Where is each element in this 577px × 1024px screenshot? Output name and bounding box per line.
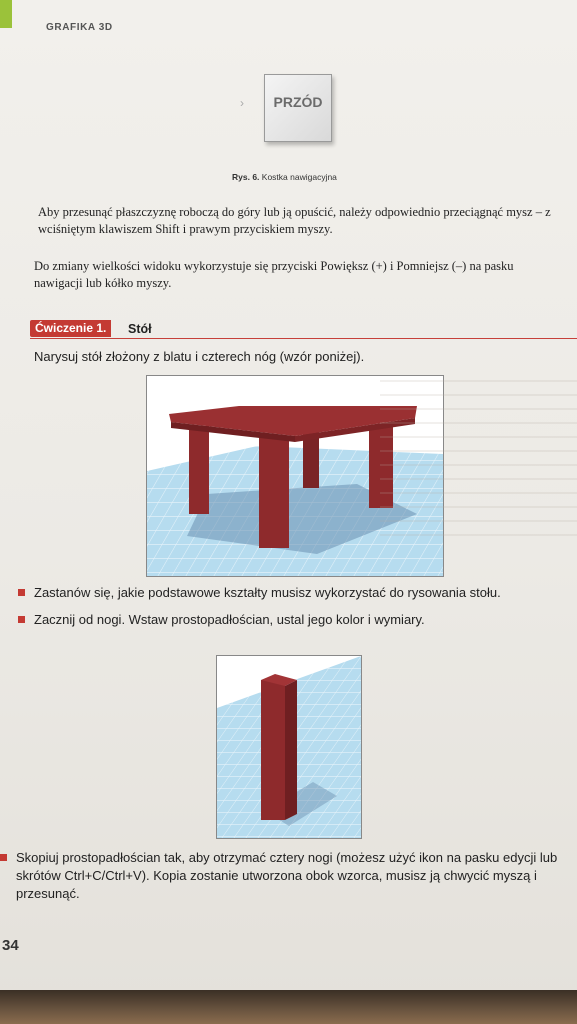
paragraph-zoom: Do zmiany wielkości widoku wykorzystuje się przyciski Powiększ (+) i Pomniejsz (–) na pasku nawigacji lub kółko myszy. <box>34 259 514 290</box>
leg-render-image <box>216 655 362 839</box>
show-through-text <box>380 380 577 540</box>
task-text: Narysuj stół złożony z blatu i czterech nóg (wzór poniżej). <box>34 349 365 364</box>
caption-text: Kostka nawigacyjna <box>261 172 337 182</box>
figure-caption <box>232 172 337 182</box>
exercise-title: Stół <box>128 322 152 336</box>
chapter-tab <box>0 0 12 28</box>
exercise-badge: Ćwiczenie 1. <box>30 320 111 337</box>
bullet-text: Zacznij od nogi. Wstaw prostopadłościan, ustal jego kolor i wymiary. <box>34 612 425 627</box>
bullet-text: Zastanów się, jakie podstawowe kształty musisz wykorzystać do rysowania stołu. <box>34 585 501 600</box>
page-number: 34 <box>2 937 19 954</box>
arrow-left-icon: › <box>240 96 244 110</box>
bullet-square-icon <box>0 854 7 861</box>
exercise-heading <box>30 320 577 339</box>
bullet-square-icon <box>18 589 25 596</box>
paragraph-pan: Aby przesunąć płaszczyznę roboczą do góry lub ją opuścić, należy odpowiednio przeciągnąć mysz – z wciśniętym klawiszem Shift i prawym przyciskiem myszy. <box>38 205 551 236</box>
cube-label: PRZÓD <box>273 94 323 110</box>
bullet-square-icon <box>18 616 25 623</box>
running-head: GRAFIKA 3D <box>46 22 113 33</box>
desk-surface <box>0 990 577 1024</box>
caption-number: Rys. 6. <box>232 172 260 182</box>
navigation-cube-image <box>240 68 334 148</box>
bullet-text: Skopiuj prostopadłościan tak, aby otrzymać cztery nogi (możesz użyć ikon na pasku edycji lub skrótów Ctrl+C/Ctrl+V). Kopia zostanie utworzona obok wzorca, musisz ją chwycić myszą i przesunąć. <box>16 850 558 901</box>
